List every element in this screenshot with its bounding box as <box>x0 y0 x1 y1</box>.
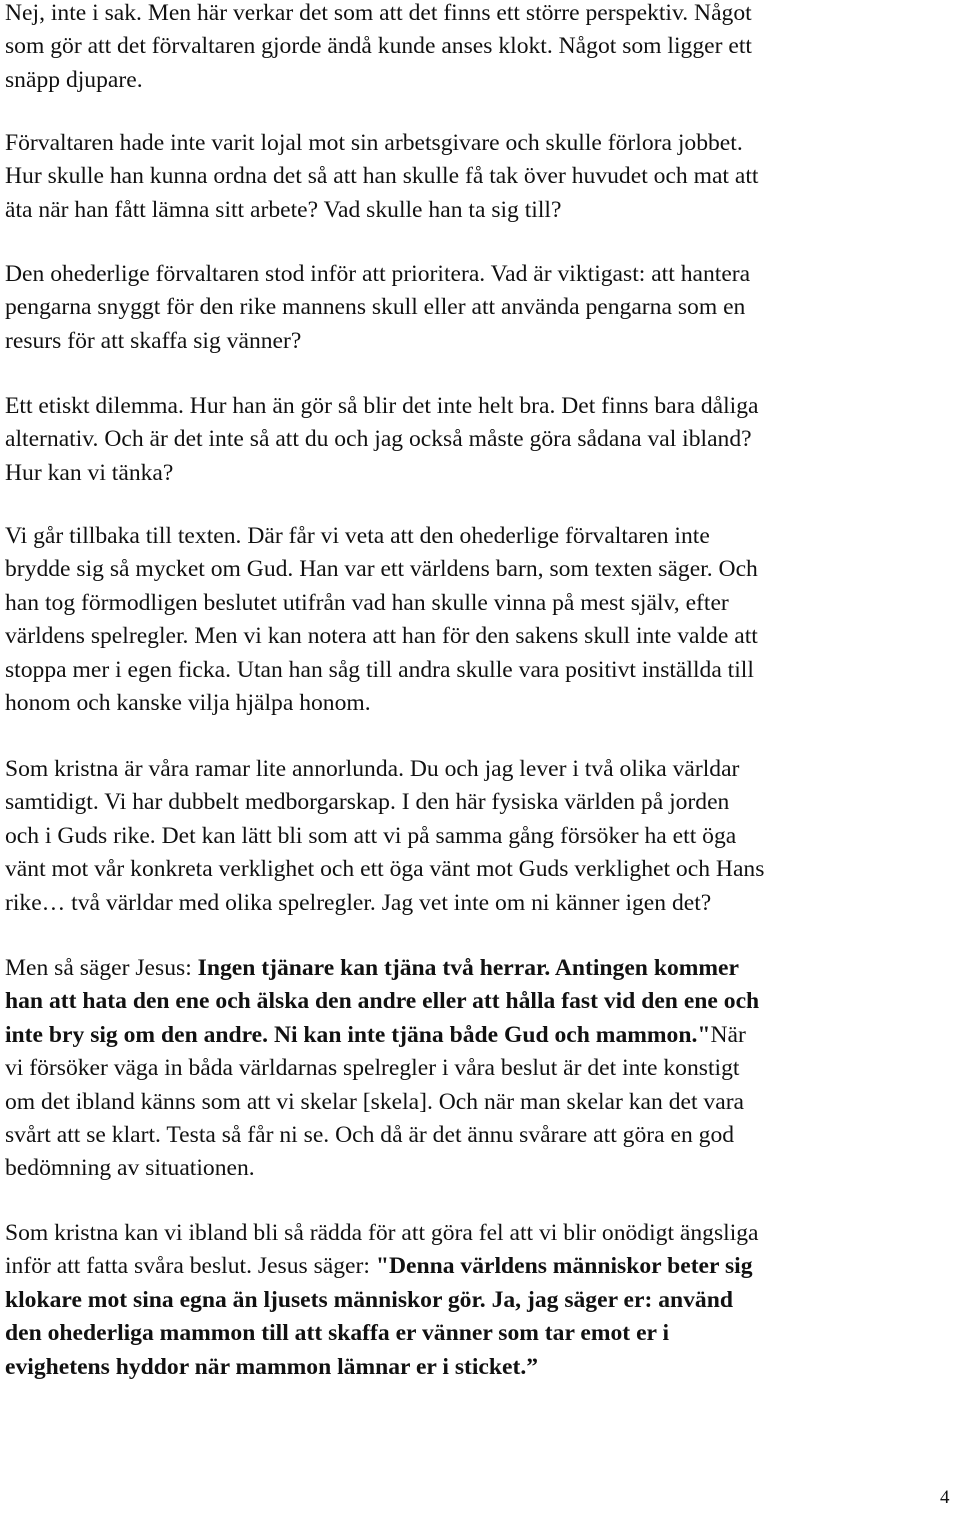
lead-text: Men så säger Jesus: <box>5 955 198 981</box>
text-line: som gör att det förvaltaren gjorde ändå kunde anses klokt. Något som ligger ett <box>5 33 752 60</box>
text-line: om det ibland känns som att vi skelar [skela]. Och när man skelar kan det vara <box>5 1088 745 1115</box>
text-line: äta när han fått lämna sitt arbete? Vad skulle han ta sig till? <box>5 196 562 223</box>
quote-text: inte bry sig om den andre. Ni kan inte tjäna både Gud och mammon." <box>5 1021 711 1048</box>
text-line: stoppa mer i egen ficka. Utan han såg till andra skulle vara positivt inställda till <box>5 656 754 683</box>
paragraph-4 <box>5 390 758 490</box>
text-line: snäpp djupare. <box>5 66 143 93</box>
lead-text: inför att fatta svåra beslut. Jesus säger: <box>5 1253 376 1280</box>
paragraph-2 <box>5 127 758 227</box>
text-line: han tog förmodligen beslutet utifrån vad han skulle vinna på mest själv, efter <box>5 589 729 616</box>
text-line: Som kristna är våra ramar lite annorlunda. Du och jag lever i två olika världar <box>5 756 740 782</box>
paragraph-7-jesus-quote <box>5 952 759 1186</box>
text-line: Hur kan vi tänka? <box>5 459 174 486</box>
text-line: världens spelregler. Men vi kan notera att han för den sakens skull inte valde att <box>5 623 758 650</box>
paragraph-1 <box>5 0 752 97</box>
paragraph-8-jesus-quote <box>5 1217 759 1384</box>
text-line: Hur skulle han kunna ordna det så att han skulle få tak över huvudet och mat att <box>5 163 759 190</box>
quote-text: Ingen tjänare kan tjäna två herrar. Antingen kommer <box>197 955 739 981</box>
page-number: 4 <box>940 1487 950 1508</box>
text-line <box>5 1019 759 1052</box>
quote-line: han att hata den ene och älska den andre eller att hålla fast vid den ene och <box>5 988 760 1015</box>
text-line: pengarna snyggt för den rike mannens skull eller att använda pengarna som en <box>5 294 746 321</box>
text-line: brydde sig så mycket om Gud. Han var ett världens barn, som texten säger. Och <box>5 556 758 583</box>
text-line: alternativ. Och är det inte så att du och jag också måste göra sådana val ibland? <box>5 426 752 453</box>
body-text: När <box>710 1021 746 1048</box>
paragraph-3 <box>5 258 750 358</box>
paragraph-6 <box>5 753 764 920</box>
quote-line: evighetens hyddor när mammon lämnar er i sticket.” <box>5 1353 539 1380</box>
text-line: Ett etiskt dilemma. Hur han än gör så blir det inte helt bra. Det finns bara dåliga <box>5 393 759 419</box>
quote-text: "Denna världens människor beter sig <box>375 1253 753 1280</box>
text-line: Nej, inte i sak. Men här verkar det som att det finns ett större perspektiv. Något <box>5 0 752 26</box>
text-line: bedömning av situationen. <box>5 1155 255 1182</box>
text-line: samtidigt. Vi har dubbelt medborgarskap. I den här fysiska världen på jorden <box>5 789 730 816</box>
text-line: honom och kanske vilja hjälpa honom. <box>5 690 371 717</box>
text-line: Förvaltaren hade inte varit lojal mot sin arbetsgivare och skulle förlora jobbet. <box>5 130 743 156</box>
text-line: Som kristna kan vi ibland bli så rädda för att göra fel att vi blir onödigt ängsliga <box>5 1220 759 1246</box>
quote-line: klokare mot sina egna än ljusets människor gör. Ja, jag säger er: använd <box>5 1286 733 1313</box>
text-line: svårt att se klart. Testa så får ni se. Och då är det ännu svårare att göra en god <box>5 1122 735 1149</box>
text-line <box>5 952 759 985</box>
text-line: vänt mot vår konkreta verklighet och ett öga vänt mot Guds verklighet och Hans <box>5 856 765 883</box>
text-line: rike… två världar med olika spelregler. Jag vet inte om ni känner igen det? <box>5 889 712 916</box>
text-line: Vi går tillbaka till texten. Där får vi veta att den ohederlige förvaltaren inte <box>5 523 710 549</box>
paragraph-5 <box>5 520 758 720</box>
text-line: vi försöker väga in båda världarnas spelregler i våra beslut är det inte konstigt <box>5 1055 740 1082</box>
text-line: Den ohederlige förvaltaren stod inför att prioritera. Vad är viktigast: att hantera <box>5 261 751 287</box>
text-line: resurs för att skaffa sig vänner? <box>5 327 302 354</box>
text-line <box>5 1250 759 1283</box>
text-line: och i Guds rike. Det kan lätt bli som att vi på samma gång försöker ha ett öga <box>5 822 737 849</box>
quote-line: den ohederliga mammon till att skaffa er vänner som tar emot er i <box>5 1320 670 1347</box>
